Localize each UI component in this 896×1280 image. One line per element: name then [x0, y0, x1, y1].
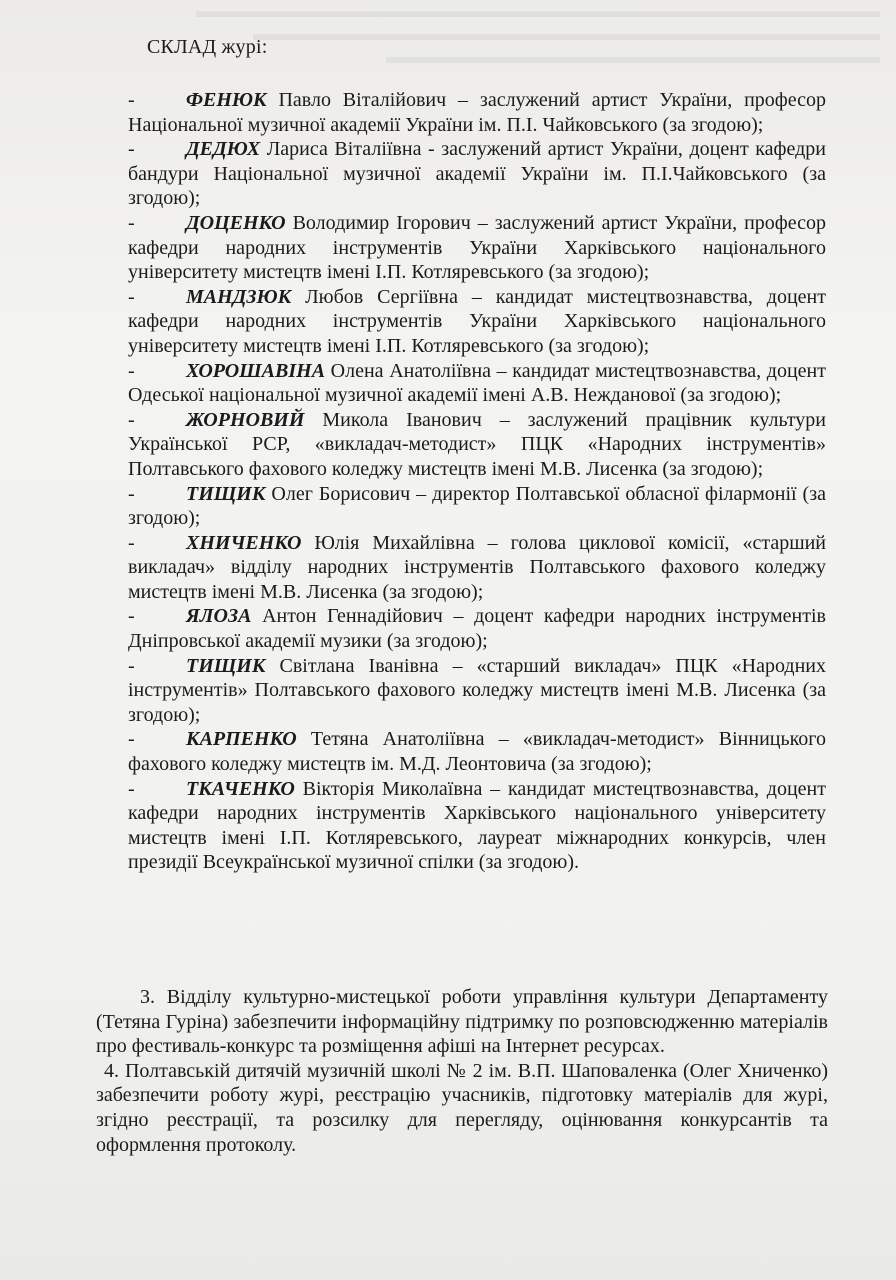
list-marker: - [128, 211, 135, 234]
jury-member [128, 211, 826, 285]
member-details: Любов Сергіївна – кандидат мистецтвознавства, доцент кафедри народних інструментів України Харківського національного університету мистецтв імені І.П. Котляревського (за згодою); [128, 285, 826, 357]
list-marker: - [128, 654, 135, 677]
member-surname: ЯЛОЗА [186, 605, 252, 628]
member-surname: ТИЩИК [186, 482, 266, 505]
list-marker: - [128, 359, 135, 382]
item-text: Полтавській дитячій музичній школі № 2 ім. В.П. Шаповаленка (Олег Хниченко) забезпечити роботу журі, реєстрацію учасників, підготовку матеріалів для журі, згідно реєстрації, та розсилку для перегляду, оцінювання конкурсантів та оформлення протоколу. [96, 1059, 828, 1156]
list-marker: - [128, 408, 135, 431]
jury-member [128, 408, 826, 482]
numbered-item [96, 985, 828, 1059]
member-details: Микола Іванович – заслужений працівник культури Української РСР, «викладач-методист» ПЦК «Народних інструментів» Полтавського фахового коледжу мистецтв імені М.В. Лисенка (за згодою); [128, 408, 826, 480]
member-surname: ТКАЧЕНКО [186, 777, 295, 800]
list-marker: - [128, 728, 135, 751]
member-surname: МАНДЗЮК [186, 285, 292, 308]
jury-member [128, 777, 826, 875]
item-text: Відділу культурно-мистецької роботи управління культури Департаменту (Тетяна Гуріна) забезпечити інформаційну підтримку по розповсюдженню матеріалів про фестиваль-конкурс та розміщення афіші на Інтернет ресурсах. [96, 986, 828, 1058]
member-details: Павло Віталійович – заслужений артист України, професор Національної музичної академії України ім. П.І. Чайковського (за згодою); [128, 89, 826, 136]
jury-member [128, 88, 826, 137]
list-marker: - [128, 285, 135, 308]
member-surname: ХНИЧЕНКО [186, 531, 302, 554]
member-details: Антон Геннадійович – доцент кафедри народних інструментів Дніпровської академії музики (за згодою); [128, 605, 826, 653]
jury-member [128, 531, 826, 605]
numbered-item [96, 1059, 828, 1157]
jury-member [128, 285, 826, 359]
member-surname: ТИЩИК [186, 654, 266, 677]
member-surname: ХОРОШАВІНА [186, 359, 326, 382]
item-number: 3. [140, 986, 155, 1008]
jury-members-list [128, 88, 826, 875]
member-details: Тетяна Анатоліївна – «викладач-методист» Вінницького фахового коледжу мистецтв ім. М.Д. Леонтовича (за згодою); [128, 728, 826, 776]
reverse-side-bleed-through: ▬▬▬▬▬▬▬▬▬▬▬▬▬▬▬▬▬▬▬▬▬▬▬▬▬▬▬▬▬▬▬▬▬▬▬▬ ▬▬▬▬▬▬▬▬▬▬▬▬▬▬▬▬▬▬▬▬▬▬▬▬▬▬▬▬▬▬▬▬▬ ▬▬▬▬▬▬▬▬▬▬▬▬▬▬▬▬▬▬▬▬▬▬▬▬▬▬ [196, 1, 880, 68]
list-marker: - [128, 605, 135, 628]
jury-heading: СКЛАД журі: [147, 36, 268, 58]
member-surname: ЖОРНОВИЙ [186, 408, 305, 431]
numbered-items [96, 985, 828, 1157]
jury-member [128, 727, 826, 776]
member-details: Світлана Іванівна – «старший викладач» ПЦК «Народних інструментів» Полтавського фахового коледжу мистецтв імені М.В. Лисенка (за згодою); [128, 654, 826, 726]
list-marker: - [128, 482, 135, 505]
member-details: Вікторія Миколаївна – кандидат мистецтвознавства, доцент кафедри народних інструментів Харківського національного університету мистецтв імені І.П. Котляревського, лауреат міжнародних конкурсів, член президії Всеукраїнської музичної спілки (за згодою). [128, 777, 826, 874]
member-surname: ФЕНЮК [186, 89, 267, 111]
list-marker: - [128, 138, 135, 161]
list-marker: - [128, 89, 135, 111]
jury-member [128, 604, 826, 653]
jury-member [128, 654, 826, 728]
jury-member [128, 137, 826, 211]
jury-member [128, 482, 826, 531]
item-number: 4. [104, 1059, 119, 1082]
member-surname: КАРПЕНКО [186, 728, 297, 751]
member-surname: ДЕДЮХ [186, 138, 261, 161]
list-marker: - [128, 531, 135, 554]
jury-member [128, 359, 826, 408]
member-details: Володимир Ігорович – заслужений артист України, професор кафедри народних інструментів України Харківського національного університету мистецтв імені І.П. Котляревського (за згодою); [128, 211, 826, 284]
member-details: Олег Борисович – директор Полтавської обласної філармонії (за згодою); [128, 482, 826, 530]
member-details: Юлія Михайлівна – голова циклової комісії, «старший викладач» відділу народних інструментів Полтавського фахового коледжу мистецтв імені М.В. Лисенка (за згодою); [128, 531, 826, 603]
member-details: Олена Анатоліївна – кандидат мистецтвознавства, доцент Одеської національної музичної академії імені А.В. Нежданової (за згодою); [128, 359, 826, 407]
member-details: Лариса Віталіївна - заслужений артист України, доцент кафедри бандури Національної музичної академії України ім. П.І.Чайковського (за згодою); [128, 138, 826, 210]
member-surname: ДОЦЕНКО [186, 211, 286, 234]
list-marker: - [128, 777, 135, 800]
